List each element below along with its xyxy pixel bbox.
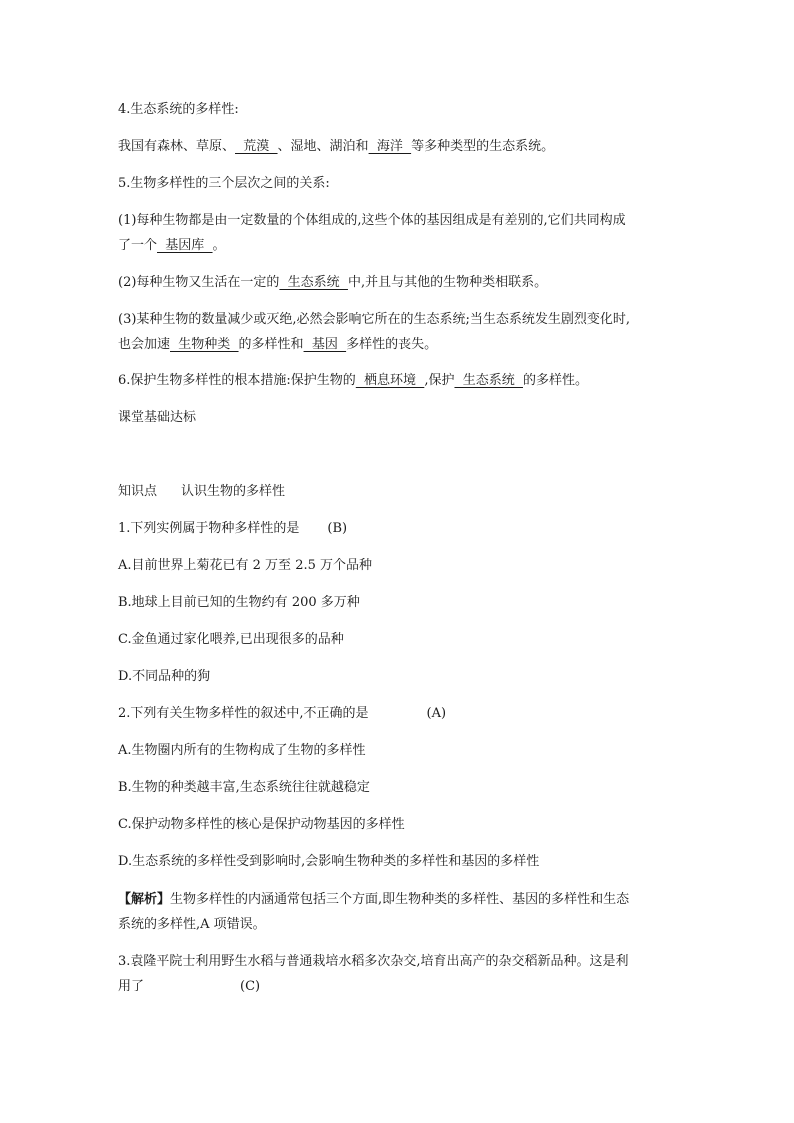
knowledge-point-label: 知识点 [118,484,158,499]
s4-title: 4.生态系统的多样性: [118,102,239,117]
answer-blank-habitat: 栖息环境 [355,373,425,388]
analysis-label: 【解析】 [118,892,171,907]
answer-blank-desert: 荒漠 [235,139,278,154]
s5-item3-line1: (3)某种生物的数量减少或灭绝,必然会影响它所在的生态系统;当生态系统发生剧烈变化时, [118,312,631,327]
q1-option-d: D.不同品种的狗 [118,669,211,684]
q3-stem-line1: 3.袁隆平院士利用野生水稻与普通栽培水稻多次杂交,培育出高产的杂交稻新品种。这是利 [118,954,629,969]
q2-option-c: C.保护动物多样性的核心是保护动物基因的多样性 [118,817,405,832]
q1-option-b: B.地球上目前已知的生物约有 200 多万种 [118,595,360,610]
q1-option-a: A.目前世界上菊花已有 2 万至 2.5 万个品种 [118,558,372,573]
answer-blank-gene: 基因 [303,337,347,352]
s6-paragraph: 6.保护生物多样性的根本措施:保护生物的 栖息环境 ,保护 生态系统 的多样性。 [118,373,589,388]
q2-answer: (A) [426,706,447,721]
q1-answer: (B) [327,521,348,536]
answer-blank-ecosystem: 生态系统 [279,275,348,290]
s5-item2: (2)每种生物又生活在一定的 生态系统 中,并且与其他的生物种类相联系。 [118,275,548,290]
s5-item1-line1: (1)每种生物都是由一定数量的个体组成的,这些个体的基因组成是有差别的,它们共同构成 [118,213,626,228]
q2-analysis-line1: 【解析】生物多样性的内涵通常包括三个方面,即生物种类的多样性、基因的多样性和生态 [118,892,630,907]
s4-paragraph: 我国有森林、草原、 荒漠 、湿地、湖泊和 海洋 等多种类型的生态系统。 [118,139,555,154]
q3-stem-line2: 用了 (C) [118,979,261,994]
knowledge-point-title: 认识生物的多样性 [181,484,286,499]
s5-item3-line2: 也会加速 生物种类 的多样性和 基因 多样性的丧失。 [118,337,438,352]
q3-answer: (C) [240,979,261,994]
q2-analysis-line2: 系统的多样性,A 项错误。 [118,917,266,932]
q2-stem: 2.下列有关生物多样性的叙述中,不正确的是 (A) [118,706,447,721]
s5-title: 5.生物多样性的三个层次之间的关系: [118,176,330,191]
q2-option-d: D.生态系统的多样性受到影响时,会影响生物种类的多样性和基因的多样性 [118,854,540,869]
answer-blank-gene-pool: 基因库 [157,238,213,253]
section-heading: 课堂基础达标 [118,410,197,425]
answer-blank-ocean: 海洋 [368,139,412,154]
answer-blank-species: 生物种类 [170,337,239,352]
s5-item1-line2: 了一个 基因库 。 [118,238,226,253]
q2-option-b: B.生物的种类越丰富,生态系统往往就越稳定 [118,780,370,795]
q1-stem: 1.下列实例属于物种多样性的是 (B) [118,521,348,536]
answer-blank-ecosystem-2: 生态系统 [454,373,523,388]
knowledge-point [118,484,285,500]
q1-option-c: C.金鱼通过家化喂养,已出现很多的品种 [118,632,344,647]
q2-option-a: A.生物圈内所有的生物构成了生物的多样性 [118,743,366,758]
